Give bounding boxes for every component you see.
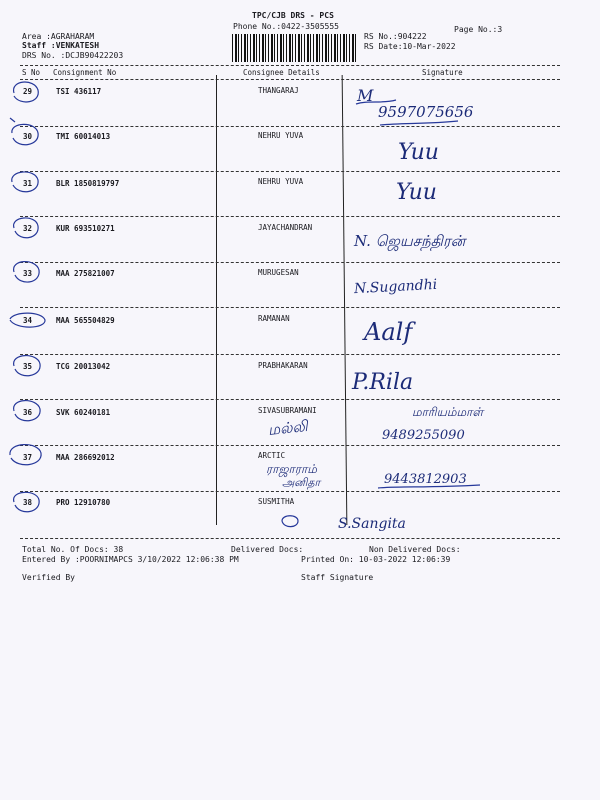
row-consignment: MAA 565504829 — [56, 316, 115, 325]
divider — [20, 354, 560, 355]
non-delivered-docs: Non Delivered Docs: — [369, 545, 461, 554]
divider — [20, 171, 560, 172]
barcode — [232, 34, 356, 62]
divider — [20, 538, 560, 539]
rs-date: RS Date:10-Mar-2022 — [364, 42, 456, 51]
phone-number: Phone No.:0422-3505555 — [233, 22, 339, 31]
divider — [20, 216, 560, 217]
document-title: TPC/CJB DRS - PCS — [252, 11, 334, 20]
row-sno: 34 — [23, 316, 33, 325]
row-consignee: THANGARAJ — [258, 86, 299, 95]
row-consignee: MURUGESAN — [258, 268, 299, 277]
row-consignment: PRO 12910780 — [56, 498, 111, 507]
divider — [20, 445, 560, 446]
divider — [20, 65, 560, 66]
row-consignee: NEHRU YUVA — [258, 177, 304, 186]
divider — [20, 126, 560, 127]
staff-name: Staff :VENKATESH — [22, 41, 100, 50]
row-sno: 31 — [23, 179, 33, 188]
rs-number: RS No.:904222 — [364, 32, 427, 41]
row-consignment: TCG 20013042 — [56, 362, 111, 371]
row-sno: 38 — [23, 498, 33, 507]
row-sno: 35 — [23, 362, 33, 371]
column-signature: Signature — [422, 68, 463, 77]
signature-phone: 9597075656 — [378, 103, 474, 121]
area: Area :AGRAHARAM — [22, 32, 95, 41]
column-divider-right — [342, 75, 348, 525]
circle-mark — [282, 516, 298, 527]
row-consignee: RAMANAN — [258, 314, 290, 323]
row-consignee: JAYACHANDRAN — [258, 223, 313, 232]
drs-number: DRS No. :DCJB90422203 — [22, 51, 124, 60]
row-consignment: TSI 436117 — [56, 87, 102, 96]
signature: N. ஜெயசந்திரன் — [354, 232, 466, 250]
row-consignee: NEHRU YUVA — [258, 131, 304, 140]
row-sno: 36 — [23, 408, 33, 417]
row-consignment: TMI 60014013 — [56, 132, 111, 141]
printed-on: Printed On: 10-03-2022 12:06:39 — [301, 555, 451, 564]
row-consignment: SVK 60240181 — [56, 408, 111, 417]
divider — [20, 307, 560, 308]
row-sno: 29 — [23, 87, 33, 96]
signature-phone: 9489255090 — [382, 428, 465, 443]
signature-name: அனிதா — [282, 476, 321, 489]
page-number: Page No.:3 — [454, 25, 503, 34]
row-consignment: KUR 693510271 — [56, 224, 115, 233]
signature: P.Rila — [352, 370, 414, 395]
divider — [20, 491, 560, 492]
tick-mark — [10, 118, 15, 122]
row-consignee: SUSMITHA — [258, 497, 295, 506]
column-consignment: Consignment No — [53, 68, 117, 77]
row-consignment: MAA 286692012 — [56, 453, 115, 462]
signature: Aalf — [364, 318, 413, 346]
row-sno: 30 — [23, 132, 33, 141]
signature: Yuu — [396, 180, 437, 205]
divider — [20, 399, 560, 400]
staff-signature-label: Staff Signature — [301, 573, 374, 582]
signature-name: மாரியம்மாள் — [412, 405, 484, 419]
row-consignment: BLR 1850819797 — [56, 179, 120, 188]
row-consignee: SIVASUBRAMANI — [258, 406, 317, 415]
row-consignee: ARCTIC — [258, 451, 286, 460]
signature: N.Sugandhi — [353, 276, 438, 298]
row-consignment: MAA 275821007 — [56, 269, 115, 278]
signature: மல்லி — [267, 416, 309, 440]
delivered-docs: Delivered Docs: — [231, 545, 304, 554]
divider — [20, 262, 560, 263]
verified-by: Verified By — [22, 573, 75, 582]
row-sno: 37 — [23, 453, 33, 462]
column-consignee: Consignee Details — [243, 68, 320, 77]
signature: ராஜாராம் — [266, 462, 317, 476]
signature-phone: 9443812903 — [384, 472, 467, 487]
row-sno: 33 — [23, 269, 33, 278]
row-sno: 32 — [23, 224, 33, 233]
divider — [20, 79, 560, 80]
row-consignee: PRABHAKARAN — [258, 361, 308, 370]
total-docs: Total No. Of Docs: 38 — [22, 545, 124, 554]
underline-mark — [380, 121, 458, 125]
column-sno: S No — [22, 68, 41, 77]
signature: S.Sangita — [338, 516, 406, 532]
entered-by: Entered By :POORNIMAPCS 3/10/2022 12:06:38 PM — [22, 555, 239, 564]
signature: M — [357, 86, 374, 105]
signature: Yuu — [398, 140, 439, 165]
column-divider-left — [216, 75, 217, 525]
